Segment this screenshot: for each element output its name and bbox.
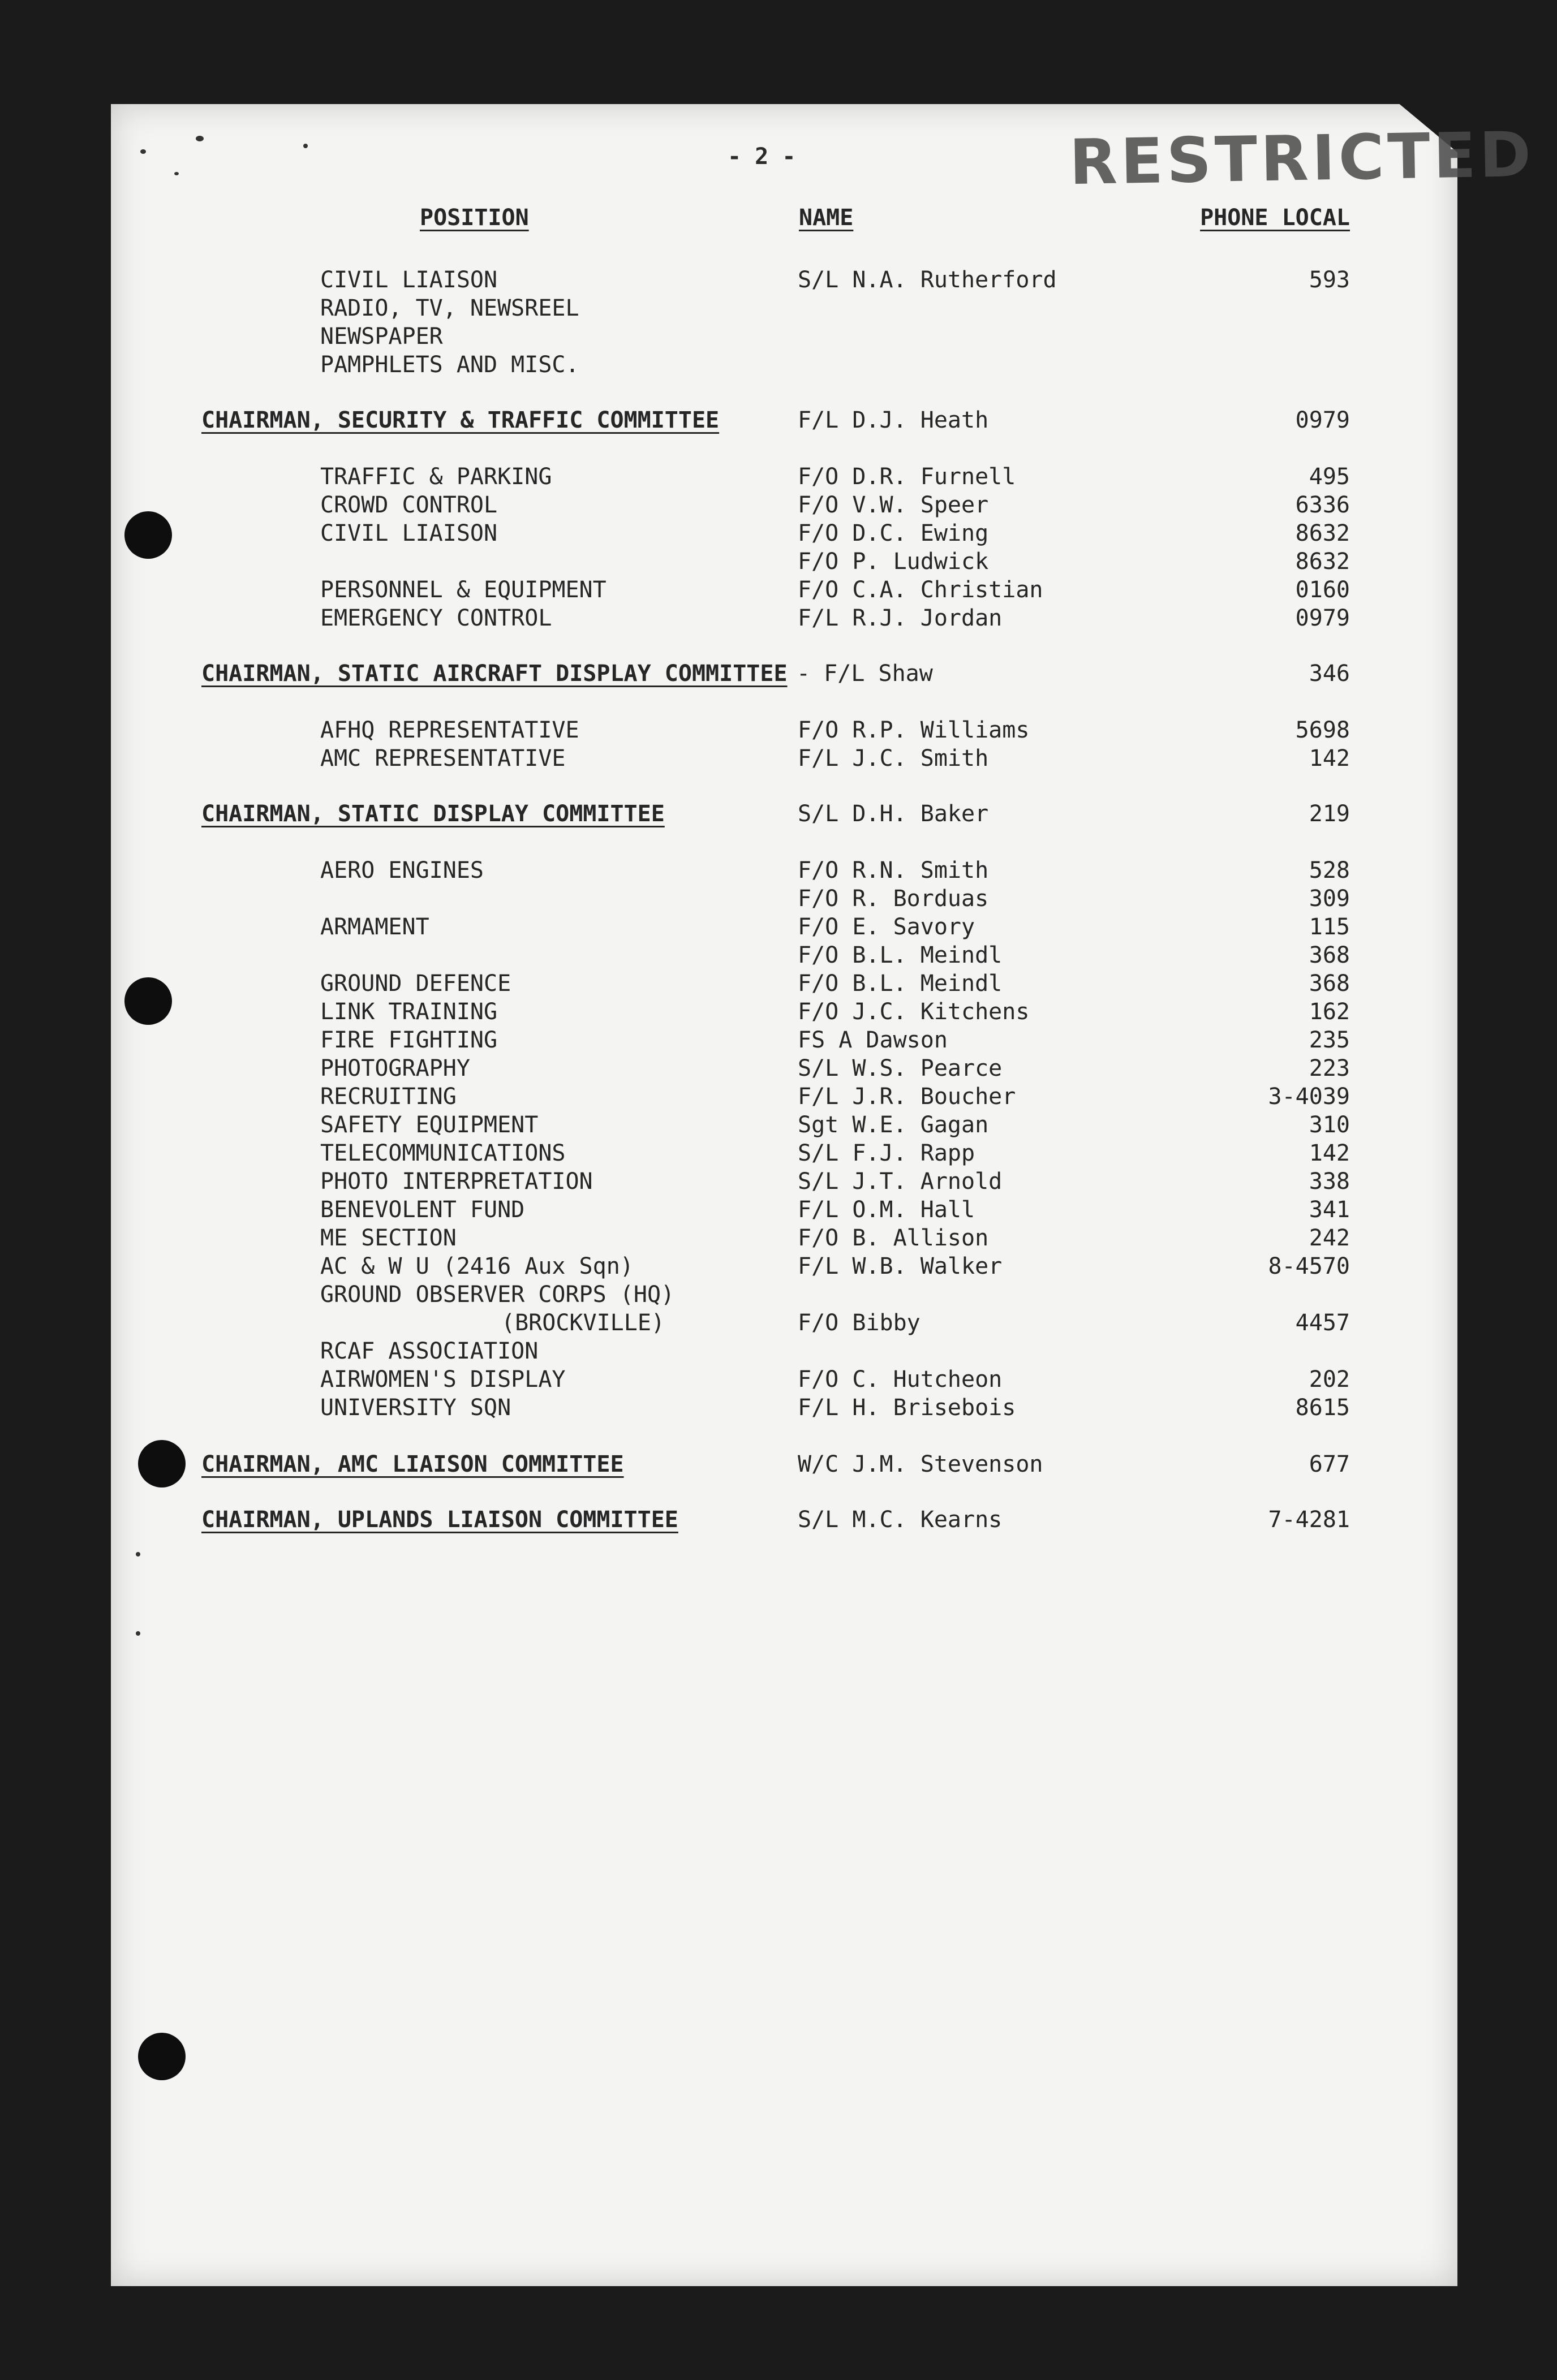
position-cell: FIRE FIGHTING (320, 1027, 498, 1053)
name-cell: F/O B.L. Meindl (798, 942, 1003, 968)
position-cell: AFHQ REPRESENTATIVE (320, 717, 579, 743)
phone-cell: 8-4570 (1268, 1253, 1350, 1279)
name-cell: - F/L Shaw (797, 661, 933, 687)
punch-hole (124, 977, 172, 1025)
speck (174, 172, 179, 175)
phone-cell: 368 (1309, 942, 1350, 968)
position-cell: (BROCKVILLE) (501, 1310, 665, 1336)
position-cell: CHAIRMAN, STATIC AIRCRAFT DISPLAY COMMITTEE (201, 661, 788, 687)
name-cell: F/L H. Brisebois (798, 1395, 1016, 1421)
phone-cell: 235 (1309, 1027, 1350, 1053)
name-cell: F/O E. Savory (798, 914, 975, 940)
name-cell: F/O B. Allison (798, 1225, 989, 1251)
name-cell: F/L O.M. Hall (798, 1197, 975, 1223)
header-position: POSITION (420, 205, 529, 231)
name-cell: F/O R.N. Smith (798, 857, 989, 883)
position-cell: ARMAMENT (320, 914, 429, 940)
name-cell: F/O B.L. Meindl (798, 971, 1003, 997)
name-cell: S/L J.T. Arnold (798, 1169, 1003, 1195)
name-cell: S/L N.A. Rutherford (798, 267, 1057, 293)
phone-cell: 0979 (1295, 605, 1350, 631)
punch-hole (138, 2033, 186, 2080)
speck (136, 1631, 140, 1636)
phone-cell: 115 (1309, 914, 1350, 940)
name-cell: F/O D.C. Ewing (798, 520, 989, 546)
phone-cell: 242 (1309, 1225, 1350, 1251)
position-cell: BENEVOLENT FUND (320, 1197, 525, 1223)
position-cell: TRAFFIC & PARKING (320, 464, 552, 490)
restricted-stamp: RESTRICTED (1068, 118, 1536, 199)
phone-cell: 8632 (1295, 520, 1350, 546)
phone-cell: 310 (1309, 1112, 1350, 1138)
position-cell: NEWSPAPER (320, 324, 443, 350)
phone-cell: 162 (1309, 999, 1350, 1025)
punch-hole (138, 1440, 186, 1488)
phone-cell: 0979 (1295, 407, 1350, 433)
position-cell: PHOTO INTERPRETATION (320, 1169, 593, 1195)
position-cell: CHAIRMAN, UPLANDS LIAISON COMMITTEE (201, 1507, 678, 1533)
header-name: NAME (799, 205, 854, 231)
name-cell: F/O V.W. Speer (798, 492, 989, 518)
name-cell: F/O R. Borduas (798, 886, 989, 912)
position-cell: CHAIRMAN, AMC LIAISON COMMITTEE (201, 1451, 624, 1477)
name-cell: F/O C. Hutcheon (798, 1366, 1003, 1392)
name-cell: F/O P. Ludwick (798, 549, 989, 575)
name-cell: S/L W.S. Pearce (798, 1055, 1003, 1081)
position-cell: AMC REPRESENTATIVE (320, 745, 566, 771)
position-cell: PHOTOGRAPHY (320, 1055, 470, 1081)
name-cell: F/O Bibby (798, 1310, 921, 1336)
name-cell: F/O R.P. Williams (798, 717, 1030, 743)
position-cell: AIRWOMEN'S DISPLAY (320, 1366, 566, 1392)
name-cell: F/L D.J. Heath (798, 407, 989, 433)
name-cell: S/L D.H. Baker (798, 801, 989, 827)
speck (303, 144, 308, 148)
position-cell: GROUND OBSERVER CORPS (HQ) (320, 1282, 675, 1308)
phone-cell: 219 (1309, 801, 1350, 827)
phone-cell: 341 (1309, 1197, 1350, 1223)
position-cell: CIVIL LIAISON (320, 520, 498, 546)
speck (136, 1552, 140, 1557)
phone-cell: 368 (1309, 971, 1350, 997)
speck (140, 149, 146, 154)
phone-cell: 142 (1309, 745, 1350, 771)
position-cell: CROWD CONTROL (320, 492, 498, 518)
phone-cell: 309 (1309, 886, 1350, 912)
position-cell: PERSONNEL & EQUIPMENT (320, 577, 607, 603)
position-cell: AC & W U (2416 Aux Sqn) (320, 1253, 634, 1279)
phone-cell: 8615 (1295, 1395, 1350, 1421)
phone-cell: 202 (1309, 1366, 1350, 1392)
position-cell: CIVIL LIAISON (320, 267, 498, 293)
name-cell: W/C J.M. Stevenson (798, 1451, 1043, 1477)
phone-cell: 5698 (1295, 717, 1350, 743)
position-cell: EMERGENCY CONTROL (320, 605, 552, 631)
name-cell: F/L R.J. Jordan (798, 605, 1003, 631)
name-cell: F/O J.C. Kitchens (798, 999, 1030, 1025)
phone-cell: 495 (1309, 464, 1350, 490)
position-cell: PAMPHLETS AND MISC. (320, 352, 579, 378)
phone-cell: 528 (1309, 857, 1350, 883)
name-cell: FS A Dawson (798, 1027, 948, 1053)
phone-cell: 3-4039 (1268, 1084, 1350, 1110)
header-phone: PHONE LOCAL (1200, 205, 1350, 231)
phone-cell: 338 (1309, 1169, 1350, 1195)
position-cell: RCAF ASSOCIATION (320, 1338, 539, 1364)
position-cell: UNIVERSITY SQN (320, 1395, 511, 1421)
phone-cell: 0160 (1295, 577, 1350, 603)
position-cell: RECRUITING (320, 1084, 457, 1110)
phone-cell: 677 (1309, 1451, 1350, 1477)
position-cell: RADIO, TV, NEWSREEL (320, 295, 579, 321)
name-cell: S/L F.J. Rapp (798, 1140, 975, 1166)
name-cell: F/L J.R. Boucher (798, 1084, 1016, 1110)
phone-cell: 346 (1309, 661, 1350, 687)
phone-cell: 7-4281 (1268, 1507, 1350, 1533)
position-cell: TELECOMMUNICATIONS (320, 1140, 566, 1166)
position-cell: CHAIRMAN, STATIC DISPLAY COMMITTEE (201, 801, 665, 827)
name-cell: F/O D.R. Furnell (798, 464, 1016, 490)
name-cell: F/L J.C. Smith (798, 745, 989, 771)
phone-cell: 4457 (1295, 1310, 1350, 1336)
phone-cell: 6336 (1295, 492, 1350, 518)
phone-cell: 223 (1309, 1055, 1350, 1081)
page-number: - 2 - (728, 144, 796, 170)
position-cell: SAFETY EQUIPMENT (320, 1112, 539, 1138)
name-cell: F/L W.B. Walker (798, 1253, 1003, 1279)
name-cell: F/O C.A. Christian (798, 577, 1043, 603)
phone-cell: 8632 (1295, 549, 1350, 575)
position-cell: AERO ENGINES (320, 857, 484, 883)
speck (196, 136, 204, 141)
name-cell: Sgt W.E. Gagan (798, 1112, 989, 1138)
punch-hole (124, 511, 172, 559)
position-cell: LINK TRAINING (320, 999, 498, 1025)
phone-cell: 593 (1309, 267, 1350, 293)
document-page (111, 104, 1536, 2286)
position-cell: CHAIRMAN, SECURITY & TRAFFIC COMMITTEE (201, 407, 720, 433)
phone-cell: 142 (1309, 1140, 1350, 1166)
name-cell: S/L M.C. Kearns (798, 1507, 1003, 1533)
position-cell: GROUND DEFENCE (320, 971, 511, 997)
position-cell: ME SECTION (320, 1225, 457, 1251)
